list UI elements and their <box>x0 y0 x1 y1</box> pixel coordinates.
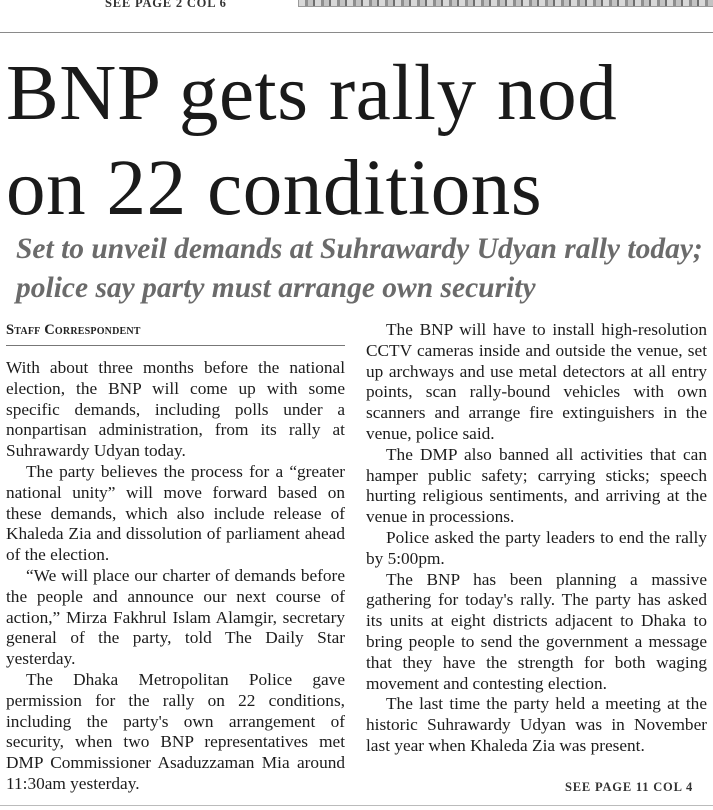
subheadline: Set to unveil demands at Suhrawardy Udyan rally today; police say party must arrange own security <box>16 233 703 304</box>
paragraph: The Dhaka Metropolitan Police gave permission for the rally on 22 conditions, including the party's own arrangement of security, when two BNP representatives met DMP Commissioner Asaduzzaman Mia around 11:30am yesterday. <box>6 669 345 793</box>
paragraph: The BNP has been planning a massive gathering for today's rally. The party has asked its units at eight districts adjacent to Dhaka to bring people to send the government a message that they have the strength for both waging movement and contesting election. <box>366 569 707 693</box>
photo-edge <box>298 0 713 7</box>
paragraph: “We will place our charter of demands before the people and announce our next course of action,” Mirza Fakhrul Islam Alamgir, secretary general of the party, told The Daily Star yesterday. <box>6 565 345 669</box>
headline-line-1: BNP gets rally nod <box>6 50 618 137</box>
section-divider <box>0 32 713 33</box>
continuation-note-bottom[interactable]: SEE PAGE 11 COL 4 <box>565 780 693 794</box>
paragraph: The DMP also banned all activities that can hamper public safety; carrying sticks; speech hurting religious sentiments, and arriving at the venue in processions. <box>366 444 707 527</box>
paragraph: Police asked the party leaders to end the rally by 5:00pm. <box>366 527 707 568</box>
headline <box>6 46 711 236</box>
continuation-note-top: SEE PAGE 2 COL 6 <box>105 0 227 10</box>
headline-line-2: on 22 conditions <box>6 145 543 232</box>
paragraph: With about three months before the national election, the BNP will come up with some specific demands, including polls under a nonpartisan administration, from its rally at Suhrawardy Udyan today. <box>6 358 345 461</box>
bottom-divider <box>0 805 713 806</box>
article-column-right <box>366 320 707 757</box>
paragraph: The BNP will have to install high-resolution CCTV cameras inside and outside the venue, set up archways and use metal detectors at all entry points, scan rally-bound vehicles with own scanners and arrange fire extinguishers in the venue, police said. <box>366 320 707 443</box>
top-strip <box>0 0 713 34</box>
byline: Staff Correspondent <box>6 320 345 346</box>
paragraph: The party believes the process for a “greater national unity” will move forward based on these demands, which also include release of Khaleda Zia and dissolution of parliament ahead of the election. <box>6 461 345 565</box>
article-column-left <box>6 320 345 795</box>
paragraph: The last time the party held a meeting at the historic Suhrawardy Udyan was in November last year when Khaleda Zia was present. <box>366 694 707 755</box>
